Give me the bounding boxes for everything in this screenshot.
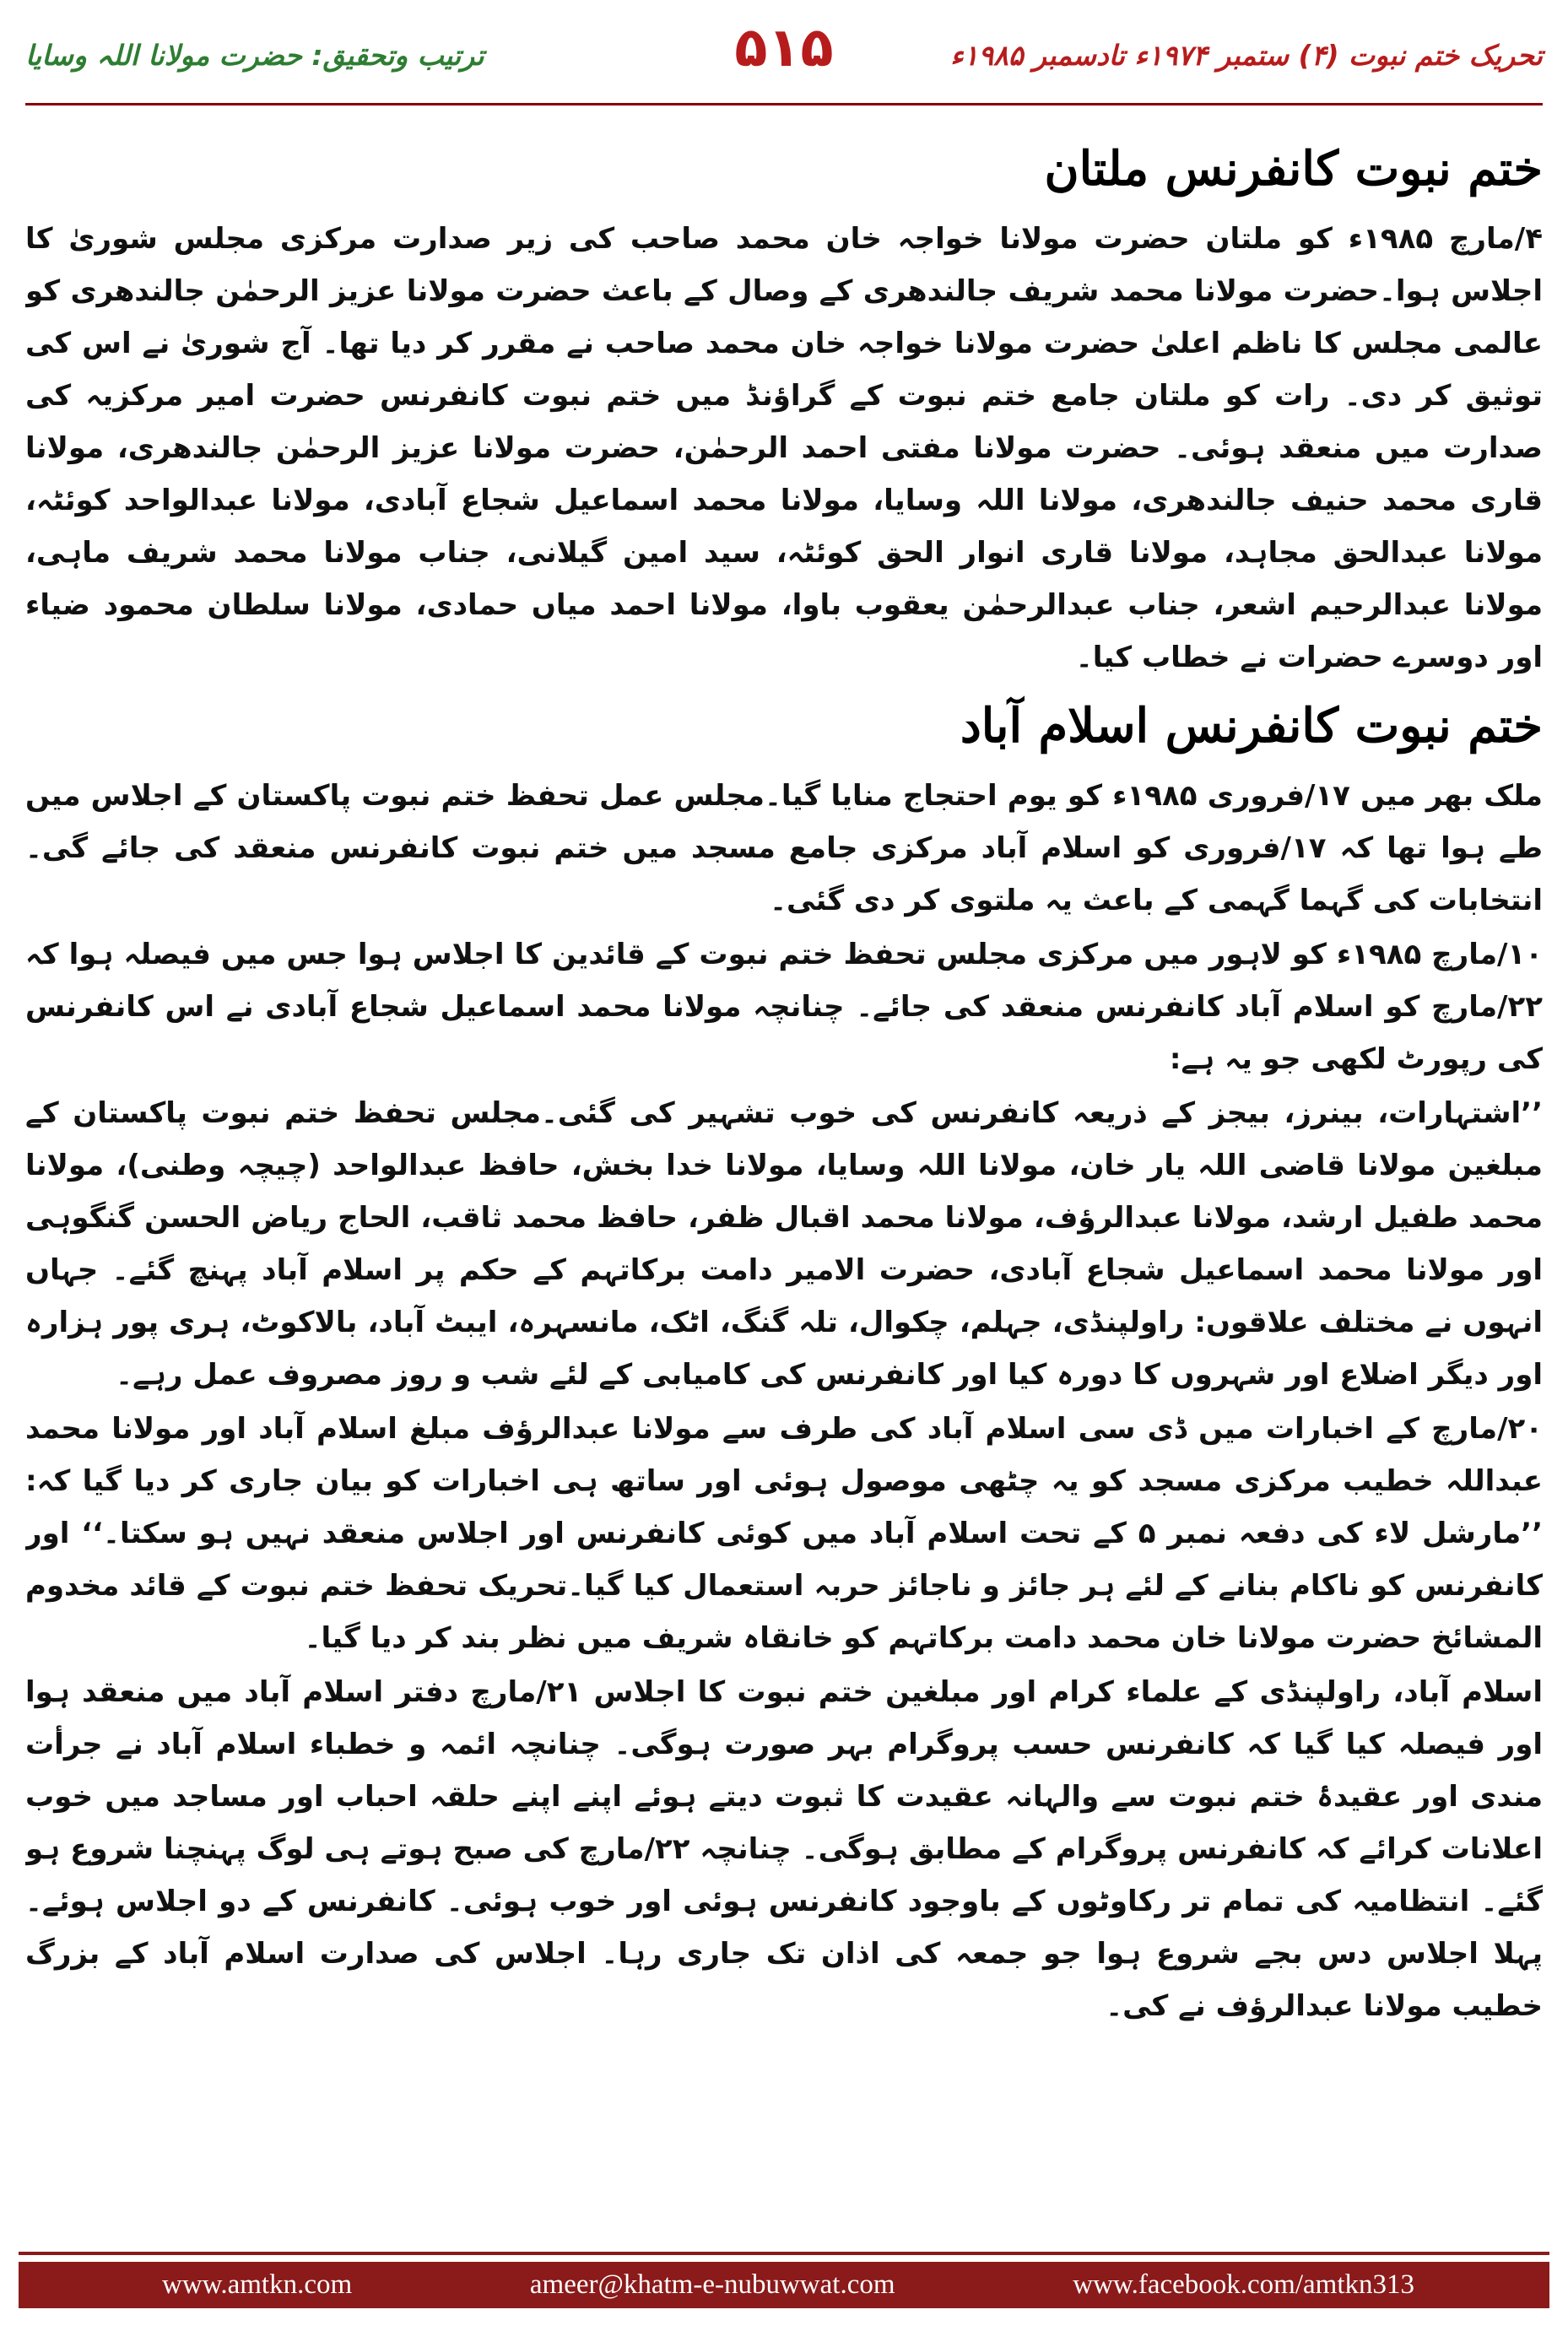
- paragraph-islamabad-2: ۱۰/مارچ ۱۹۸۵ء کو لاہور میں مرکزی مجلس تحفظ ختم نبوت کے قائدین کا اجلاس ہوا جس میں فیصلہ ہوا کہ ۲۲/مارچ کو اسلام آباد کانفرنس منعقد کی جائے۔ چنانچہ مولانا محمد اسماعیل شجاع آبادی نے اس کانفرنس کی رپورٹ لکھی جو یہ ہے:: [25, 938, 1543, 1076]
- paragraph-islamabad-1: ملک بھر میں ۱۷/فروری ۱۹۸۵ء کو یوم احتجاج منایا گیا۔مجلس عمل تحفظ ختم نبوت پاکستان کے اجلاس میں طے ہوا تھا کہ ۱۷/فروری کو اسلام آباد مرکزی جامع مسجد میں ختم نبوت کانفرنس منعقد کی جائے گی۔ انتخابات کی گہما گہمی کے باعث یہ ملتوی کر دی گئی۔: [25, 779, 1543, 917]
- footer-divider: [19, 2252, 1549, 2255]
- section-heading-islamabad: ختم نبوت کانفرنس اسلام آباد: [960, 698, 1543, 754]
- facebook-link[interactable]: www.facebook.com/amtkn313: [1073, 2269, 1414, 2300]
- paragraph-islamabad-3: ’’اشتہارات، بینرز، بیجز کے ذریعہ کانفرنس کی خوب تشہیر کی گئی۔مجلس تحفظ ختم نبوت پاکستان کے مبلغین مولانا قاضی اللہ یار خان، مولانا اللہ وسایا، مولانا خدا بخش، حافظ عبدالواحد (چیچہ وطنی)، مولانا محمد طفیل ارشد، مولانا عبدالرؤف، مولانا محمد اقبال ظفر، حافظ محمد ثاقب، الحاج ریاض الحسن گنگوہی اور مولانا محمد اسماعیل شجاع آبادی، حضرت الامیر دامت برکاتہم کے حکم پر اسلام آباد پہنچ گئے۔ جہاں انہوں نے مختلف علاقوں: راولپنڈی، جہلم، چکوال، تلہ گنگ، اٹک، مانسہرہ، ایبٹ آباد، بالاکوٹ، ہری پور ہزارہ اور دیگر اضلاع اور شہروں کا دورہ کیا اور کانفرنس کی کامیابی کے لئے شب و روز مصروف عمل رہے۔: [25, 1096, 1543, 1392]
- website-link[interactable]: www.amtkn.com: [162, 2269, 353, 2300]
- book-title: تحریک ختم نبوت (۴) ستمبر ۱۹۷۴ء تادسمبر ۱۹۸۵ء: [950, 39, 1543, 72]
- page-body: [25, 127, 1543, 2241]
- page-header: [25, 15, 1543, 95]
- section-heading-multan: ختم نبوت کانفرنس ملتان: [1044, 141, 1543, 197]
- page-footer: [19, 2262, 1549, 2308]
- paragraph-multan-1: ۴/مارچ ۱۹۸۵ء کو ملتان حضرت مولانا خواجہ خان محمد صاحب کی زیر صدارت مرکزی مجلس شوریٰ کا اجلاس ہوا۔حضرت مولانا محمد شریف جالندھری کے وصال کے باعث حضرت مولانا عزیز الرحمٰن جالندھری کو عالمی مجلس کا ناظم اعلیٰ حضرت مولانا خواجہ خان محمد صاحب نے مقرر کر دیا تھا۔ آج شوریٰ نے اس کی توثیق کر دی۔ رات کو ملتان جامع ختم نبوت کے گراؤنڈ میں ختم نبوت کانفرنس حضرت امیر مرکزیہ کی صدارت میں منعقد ہوئی۔ حضرت مولانا مفتی احمد الرحمٰن، حضرت مولانا عزیز الرحمٰن جالندھری، مولانا قاری محمد حنیف جالندھری، مولانا اللہ وسایا، مولانا محمد اسماعیل شجاع آبادی، مولانا عبدالواحد کوئٹہ، مولانا عبدالحق مجاہد، مولانا قاری انوار الحق کوئٹہ، سید امین گیلانی، جناب مولانا محمد شریف ماہی، مولانا عبدالرحیم اشعر، جناب عبدالرحمٰن یعقوب باوا، مولانا احمد میاں حمادی، مولانا سلطان محمود ضیاء اور دوسرے حضرات نے خطاب کیا۔: [25, 222, 1543, 674]
- page-number: ۵۱۵: [734, 17, 834, 79]
- paragraph-islamabad-5: اسلام آباد، راولپنڈی کے علماء کرام اور مبلغین ختم نبوت کا اجلاس ۲۱/مارچ دفتر اسلام آباد میں منعقد ہوا اور فیصلہ کیا گیا کہ کانفرنس حسب پروگرام بہر صورت ہوگی۔ چنانچہ ائمہ و خطباء اسلام آباد نے جرأت مندی اور عقیدۂ ختم نبوت سے والہانہ عقیدت کا ثبوت دیتے ہوئے اپنے اپنے حلقہ احباب اور مساجد میں خوب اعلانات کرائے کہ کانفرنس پروگرام کے مطابق ہوگی۔ چنانچہ ۲۲/مارچ کی صبح ہوتے ہی لوگ پہنچنا شروع ہو گئے۔ انتظامیہ کی تمام تر رکاوٹوں کے باوجود کانفرنس ہوئی اور خوب ہوئی۔ کانفرنس کے دو اجلاس ہوئے۔ پہلا اجلاس دس بجے شروع ہوا جو جمعہ کی اذان تک جاری رہا۔ اجلاس کی صدارت اسلام آباد کے بزرگ خطیب مولانا عبدالرؤف نے کی۔: [25, 1675, 1543, 2023]
- header-divider: [25, 103, 1543, 105]
- compiler-credit: ترتیب وتحقیق: حضرت مولانا اللہ وسایا: [25, 39, 484, 72]
- email-link[interactable]: ameer@khatm-e-nubuwwat.com: [529, 2269, 895, 2300]
- paragraph-islamabad-4: ۲۰/مارچ کے اخبارات میں ڈی سی اسلام آباد کی طرف سے مولانا عبدالرؤف مبلغ اسلام آباد اور مولانا محمد عبداللہ خطیب مرکزی مسجد کو یہ چٹھی موصول ہوئی اور ساتھ ہی اخبارات کو بیان جاری کر دیا گیا کہ: ’’مارشل لاء کی دفعہ نمبر ۵ کے تحت اسلام آباد میں کوئی کانفرنس اور اجلاس منعقد نہیں ہو سکتا۔‘‘ اور کانفرنس کو ناکام بنانے کے لئے ہر جائز و ناجائز حربہ استعمال کیا گیا۔تحریک تحفظ ختم نبوت کے قائد مخدوم المشائخ حضرت مولانا خان محمد دامت برکاتہم کو خانقاہ شریف میں نظر بند کر دیا گیا۔: [25, 1412, 1543, 1655]
